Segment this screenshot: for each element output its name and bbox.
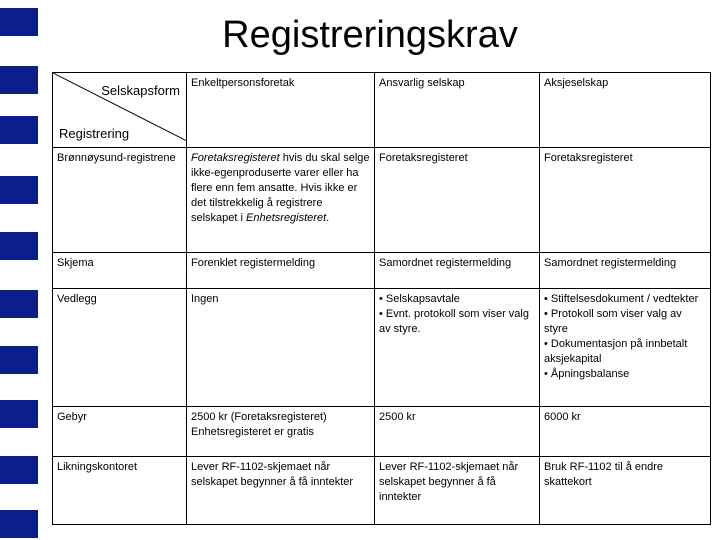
table-cell: Foretaksregisteret xyxy=(540,148,711,253)
table-cell xyxy=(187,407,375,457)
table-cell: Lever RF-1102-skjemaet når selskapet begynner å få inntekter xyxy=(375,457,540,525)
corner-column-label: Selskapsform xyxy=(101,83,180,98)
registration-table xyxy=(52,72,711,525)
column-header: Enkeltpersonsforetak xyxy=(187,73,375,148)
side-block xyxy=(0,346,38,374)
table-cell: Lever RF-1102-skjemaet når selskapet begynner å få inntekter xyxy=(187,457,375,525)
side-block xyxy=(0,510,38,538)
table-row xyxy=(53,148,711,253)
cell-text-emphasis: Enhetsregisteret xyxy=(246,212,327,224)
table-cell: 6000 kr xyxy=(540,407,711,457)
table-cell xyxy=(375,289,540,407)
cell-text: . xyxy=(326,212,330,224)
table-row xyxy=(53,407,711,457)
side-block xyxy=(0,400,38,428)
table-cell: Foretaksregisteret xyxy=(375,148,540,253)
table-row xyxy=(53,457,711,525)
list-item: • Protokoll som viser valg av styre xyxy=(544,308,682,335)
list-item: • Stiftelsesdokument / vedtekter xyxy=(544,293,699,305)
table-row xyxy=(53,289,711,407)
cell-text: hvis du skal selge ikke-egenproduserte varer eller ha flere enn fem ansatte. Hvis ikke er det tilstrekkelig å registrere selskapet i xyxy=(191,152,370,224)
table-corner-cell xyxy=(53,73,187,148)
list-item: • Evnt. protokoll som viser valg av styre. xyxy=(379,308,529,335)
list-item: • Åpningsbalanse xyxy=(544,368,630,380)
table-cell: 2500 kr xyxy=(375,407,540,457)
table-header-row xyxy=(53,73,711,148)
cell-text-emphasis: Foretaksregisteret xyxy=(191,152,280,164)
column-header: Aksjeselskap xyxy=(540,73,711,148)
table-cell: Samordnet registermelding xyxy=(540,253,711,289)
table-cell xyxy=(540,289,711,407)
row-header: Vedlegg xyxy=(53,289,187,407)
table-cell xyxy=(187,148,375,253)
side-block xyxy=(0,290,38,318)
side-block xyxy=(0,456,38,484)
cell-line: Enhetsregisteret er gratis xyxy=(191,426,314,438)
side-block xyxy=(0,116,38,144)
table-cell: Samordnet registermelding xyxy=(375,253,540,289)
row-header: Skjema xyxy=(53,253,187,289)
side-block xyxy=(0,176,38,204)
side-decoration-strip xyxy=(0,0,38,540)
list-item: • Selskapsavtale xyxy=(379,293,460,305)
side-block xyxy=(0,232,38,260)
page-title: Registreringskrav xyxy=(222,14,518,56)
table-cell: Bruk RF-1102 til å endre skattekort xyxy=(540,457,711,525)
row-header: Brønnøysund-registrene xyxy=(53,148,187,253)
table-cell: Forenklet registermelding xyxy=(187,253,375,289)
side-block xyxy=(0,66,38,94)
table-row xyxy=(53,253,711,289)
row-header: Gebyr xyxy=(53,407,187,457)
corner-row-label: Registrering xyxy=(59,126,130,141)
row-header: Likningskontoret xyxy=(53,457,187,525)
cell-line: 2500 kr (Foretaksregisteret) xyxy=(191,411,327,423)
column-header: Ansvarlig selskap xyxy=(375,73,540,148)
table-cell: Ingen xyxy=(187,289,375,407)
list-item: • Dokumentasjon på innbetalt aksjekapital xyxy=(544,338,688,365)
